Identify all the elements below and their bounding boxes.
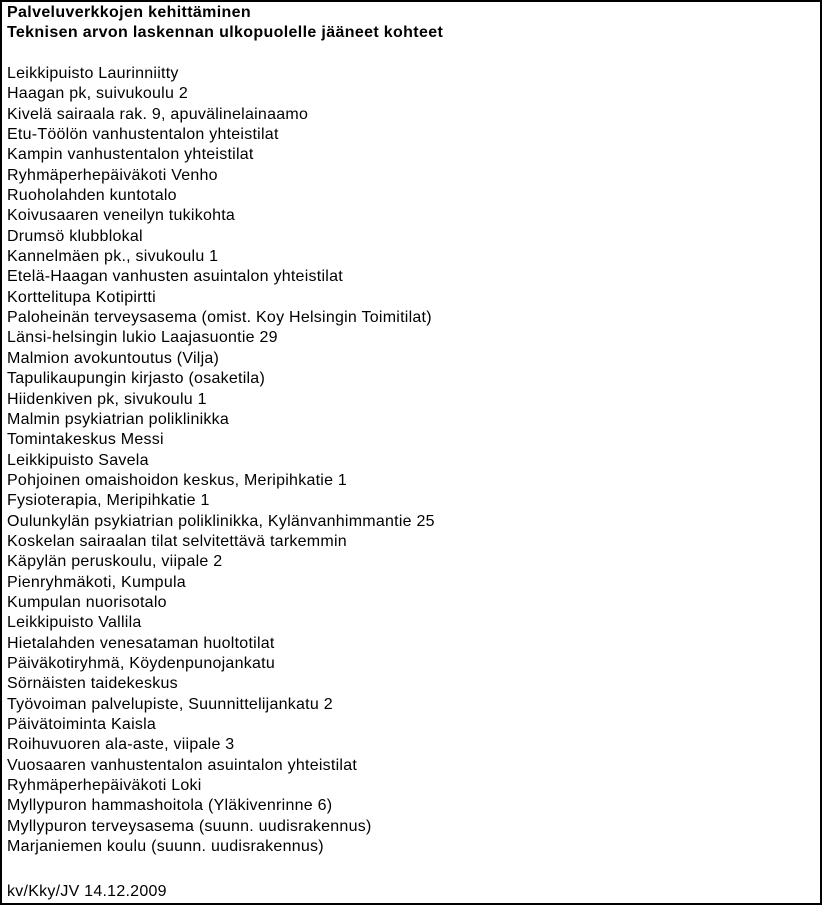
- list-item: Leikkipuisto Laurinniitty: [7, 65, 179, 82]
- list-item: Myllypuron hammashoitola (Yläkivenrinne 6): [7, 797, 333, 815]
- list-item: Etu-Töölön vanhustentalon yhteistilat: [7, 126, 279, 144]
- document-subtitle: Teknisen arvon laskennan ulkopuolelle jääneet kohteet: [7, 24, 444, 41]
- list-item: Fysioterapia, Meripihkatie 1: [7, 492, 210, 510]
- list-item: Pienryhmäkoti, Kumpula: [7, 573, 186, 591]
- item-list: [7, 64, 435, 857]
- list-item: Vuosaaren vanhustentalon asuintalon yhteistilat: [7, 756, 358, 774]
- list-item: Päivätoiminta Kaisla: [7, 716, 157, 733]
- list-item: Sörnäisten taidekeskus: [7, 675, 178, 693]
- list-item: Käpylän peruskoulu, viipale 2: [7, 553, 223, 571]
- list-item: Malmin psykiatrian poliklinikka: [7, 410, 230, 428]
- list-item: Kampin vanhustentalon yhteistilat: [7, 146, 254, 164]
- list-item: Korttelitupa Kotipirtti: [7, 288, 156, 306]
- list-item: Tomintakeskus Messi: [7, 431, 164, 449]
- document-title: Palveluverkkojen kehittäminen: [7, 4, 252, 21]
- list-item: Työvoiman palvelupiste, Suunnittelijankatu 2: [7, 695, 333, 713]
- list-item: Roihuvuoren ala-aste, viipale 3: [7, 736, 235, 754]
- list-item: Kivelä sairaala rak. 9, apuvälinelainaamo: [7, 105, 309, 123]
- list-item: Kumpulan nuorisotalo: [7, 593, 167, 611]
- list-item: Koskelan sairaalan tilat selvitettävä tarkemmin: [7, 532, 347, 550]
- list-item: Ryhmäperhepäiväkoti Loki: [7, 777, 202, 795]
- list-item: Ryhmäperhepäiväkoti Venho: [7, 166, 218, 184]
- list-item: Hietalahden venesataman huoltotilat: [7, 634, 275, 652]
- footer-signature: kv/Kky/JV 14.12.2009: [7, 883, 167, 900]
- list-item: Oulunkylän psykiatrian poliklinikka, Kylänvanhimmantie 25: [7, 512, 435, 530]
- list-item: Paloheinän terveysasema (omist. Koy Helsingin Toimitilat): [7, 309, 432, 327]
- list-item: Länsi-helsingin lukio Laajasuontie 29: [7, 329, 278, 347]
- list-item: Etelä-Haagan vanhusten asuintalon yhteistilat: [7, 268, 343, 286]
- list-item: Haagan pk, suivukoulu 2: [7, 85, 188, 103]
- list-item: Kannelmäen pk., sivukoulu 1: [7, 248, 219, 266]
- list-item: Marjaniemen koulu (suunn. uudisrakennus): [7, 838, 324, 856]
- list-item: Drumsö klubblokal: [7, 227, 143, 245]
- list-item: Päiväkotiryhmä, Köydenpunojankatu: [7, 654, 275, 672]
- list-item: Myllypuron terveysasema (suunn. uudisrakennus): [7, 817, 372, 835]
- list-item: Leikkipuisto Savela: [7, 451, 149, 469]
- list-item: Hiidenkiven pk, sivukoulu 1: [7, 390, 207, 408]
- list-item: Malmion avokuntoutus (Vilja): [7, 349, 220, 367]
- list-item: Leikkipuisto Vallila: [7, 614, 142, 632]
- list-item: Ruoholahden kuntotalo: [7, 187, 177, 205]
- list-item: Koivusaaren veneilyn tukikohta: [7, 207, 236, 225]
- list-item: Pohjoinen omaishoidon keskus, Meripihkatie 1: [7, 471, 348, 489]
- list-item: Tapulikaupungin kirjasto (osaketila): [7, 370, 266, 388]
